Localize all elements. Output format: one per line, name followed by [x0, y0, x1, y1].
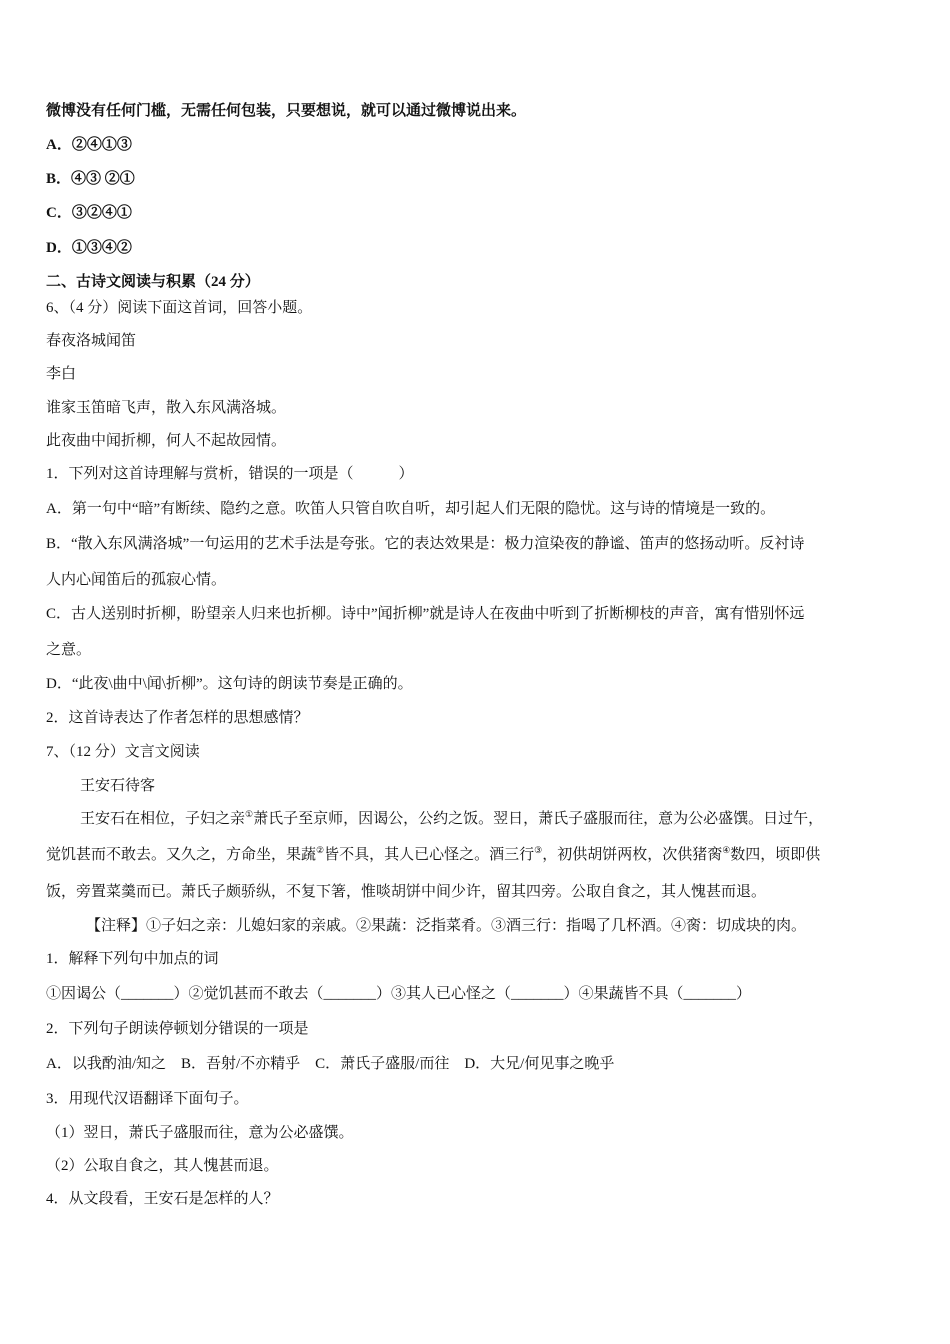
q7-sub3-item-1: （1）翌日，萧氏子盛服而往，意为公必盛馔。 — [46, 1125, 354, 1141]
annotation: 【注释】①子妇之亲：儿媳妇家的亲戚。②果蔬：泛指菜肴。③酒三行：指喝了几杯酒。④脔：切成块的肉。 — [86, 918, 807, 934]
passage-title: 王安石待客 — [80, 778, 156, 794]
passage-text: ，初供胡饼两枚，次供猪脔 — [542, 847, 723, 863]
prev-option-b — [46, 169, 906, 189]
q7-sub1-items: ①因谒公（_______）②觉饥甚而不敢去（_______）③其人已心怪之（_______）④果蔬皆不具（_______） — [46, 986, 752, 1002]
q6-sub1-option-c-line2: 之意。 — [46, 642, 92, 658]
q6-sub1-stem: 1．下列对这首诗理解与赏析，错误的一项是（ ） — [46, 466, 414, 482]
q6-sub1-option-b-line2: 人内心闻笛后的孤寂心情。 — [46, 572, 227, 588]
option-label: A． — [46, 137, 72, 153]
q6-sub1-option-b-line1: B．“散入东风满洛城”一句运用的艺术手法是夸张。它的表达效果是：极力渲染夜的静谧、笛声的悠扬动听。反衬诗 — [46, 536, 805, 552]
passage-text: 王安石在相位，子妇之亲 — [80, 811, 246, 827]
q6-title: 6、（4 分）阅读下面这首词，回答小题。 — [46, 300, 313, 316]
q7-sub3-stem: 3．用现代汉语翻译下面句子。 — [46, 1091, 249, 1107]
note-marker-4: ④ — [722, 845, 731, 855]
q7-sub3-item-2: （2）公取自食之，其人愧甚而退。 — [46, 1158, 279, 1174]
q6-sub2: 2．这首诗表达了作者怎样的思想感情？ — [46, 710, 309, 726]
passage-line-2 — [46, 845, 906, 865]
option-label: C． — [46, 205, 72, 221]
note-marker-1: ① — [245, 809, 254, 819]
option-text: ①③④② — [71, 240, 132, 256]
q7-sub2-options: A．以我酌油/知之 B．吾射/不亦精乎 C．萧氏子盛服/而往 D．大兄/何见事之晚乎 — [46, 1056, 615, 1072]
passage-text: 皆不具，其人已心怪之。酒三行 — [324, 847, 535, 863]
option-text: ④③ ②① — [71, 171, 135, 187]
passage-line-3: 饭，旁置菜羹而已。萧氏子颇骄纵，不复下箸，惟啖胡饼中间少许，留其四旁。公取自食之，其人愧甚而退。 — [46, 884, 767, 900]
prev-question-stem-tail: 微博没有任何门槛，无需任何包装，只要想说，就可以通过微博说出来。 — [46, 103, 527, 119]
option-label: D． — [46, 240, 72, 256]
prev-option-c — [46, 203, 906, 223]
q7-sub2-stem: 2．下列句子朗读停顿划分错误的一项是 — [46, 1021, 309, 1037]
prev-option-a — [46, 135, 906, 155]
poem-title: 春夜洛城闻笛 — [46, 333, 137, 349]
poem-line-2: 此夜曲中闻折柳，何人不起故园情。 — [46, 433, 287, 449]
poem-author: 李白 — [46, 366, 77, 382]
option-text: ③②④① — [71, 205, 132, 221]
q7-sub4: 4．从文段看，王安石是怎样的人？ — [46, 1191, 279, 1207]
passage-text: 数四，顷即供 — [730, 847, 821, 863]
option-label: B． — [46, 171, 72, 187]
q6-sub1-option-d: D．“此夜\曲中\闻\折柳”。这句诗的朗读节奏是正确的。 — [46, 676, 413, 692]
q6-sub1-option-c-line1: C．古人送别时折柳，盼望亲人归来也折柳。诗中”闻折柳”就是诗人在夜曲中听到了折断柳枝的声音，寓有惜别怀远 — [46, 606, 805, 622]
prev-option-d — [46, 238, 906, 258]
section-heading: 二、古诗文阅读与积累（24 分） — [46, 274, 260, 290]
passage-text: 萧氏子至京师，因谒公，公约之饭。翌日，萧氏子盛服而往，意为公必盛馔。日过午， — [253, 811, 824, 827]
passage-text: 觉饥甚而不敢去。又久之，方命坐，果蔬 — [46, 847, 317, 863]
q7-title: 7、（12 分）文言文阅读 — [46, 744, 200, 760]
q6-sub1-option-a: A．第一句中“暗”有断续、隐约之意。吹笛人只管自吹自听，却引起人们无限的隐忧。这与诗的情境是一致的。 — [46, 501, 776, 517]
note-marker-2: ② — [316, 845, 325, 855]
poem-line-1: 谁家玉笛暗飞声，散入东风满洛城。 — [46, 400, 287, 416]
option-text: ②④①③ — [71, 137, 132, 153]
note-marker-3: ③ — [534, 845, 543, 855]
q7-sub1-stem: 1．解释下列句中加点的词 — [46, 951, 219, 967]
passage-line-1 — [80, 809, 906, 829]
